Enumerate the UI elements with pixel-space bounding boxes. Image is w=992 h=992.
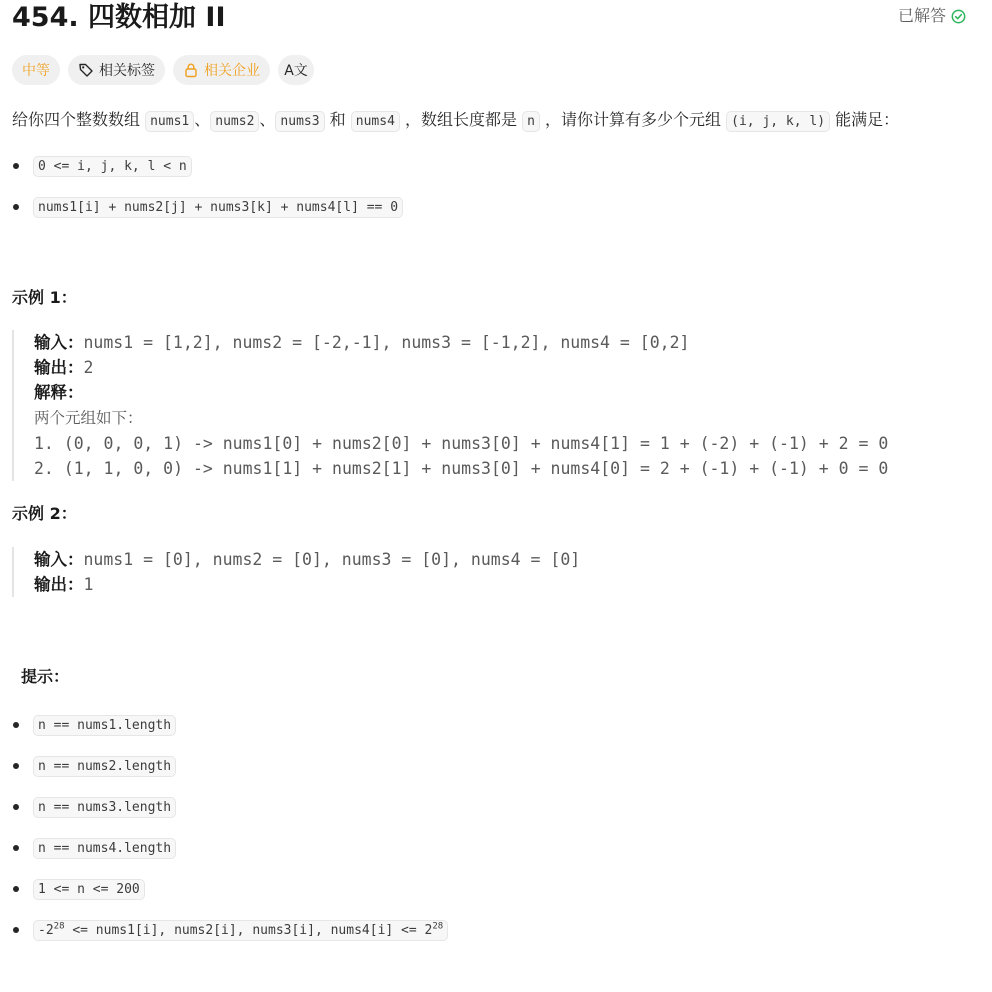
bullet-icon xyxy=(13,804,19,810)
input-label: 输入： xyxy=(34,550,84,569)
statement-text: 、 xyxy=(194,110,211,129)
explain-line: 1. (0, 0, 0, 1) -> nums1[0] + nums2[0] + nums3[0] + nums4[1] = 1 + (-2) + (-1) + 2 = 0 xyxy=(34,434,889,453)
inline-code: nums1 xyxy=(145,111,194,132)
example-1-title: 示例 1： xyxy=(12,288,77,307)
example-1-block xyxy=(12,330,888,481)
output-label: 输出： xyxy=(34,575,84,594)
bullet-icon xyxy=(13,927,19,933)
inline-code: n == nums4.length xyxy=(33,838,176,859)
bullet-icon xyxy=(13,163,19,169)
explain-line-text: 两个元组如下： xyxy=(34,409,143,427)
inline-code: (i, j, k, l) xyxy=(726,111,830,132)
inline-code: 1 <= n <= 200 xyxy=(33,879,145,900)
problem-statement xyxy=(12,106,982,136)
list-item xyxy=(12,153,192,179)
inline-code: n == nums3.length xyxy=(33,797,176,818)
inline-code: n == nums2.length xyxy=(33,756,176,777)
bullet-icon xyxy=(13,845,19,851)
companies-tag-button[interactable] xyxy=(173,55,270,85)
constraint-text: -2 xyxy=(38,922,54,938)
problem-title[interactable]: 454. 四数相加 II xyxy=(12,2,226,33)
explain-line xyxy=(34,405,888,431)
inline-code: n xyxy=(522,111,540,132)
statement-text: 、 xyxy=(259,110,276,129)
list-item xyxy=(12,712,176,738)
exponent: 28 xyxy=(53,921,65,932)
solved-label: 已解答 xyxy=(897,6,946,25)
topics-tag-button[interactable] xyxy=(68,55,165,85)
statement-text: 能满足： xyxy=(835,110,900,129)
inline-code xyxy=(33,920,448,941)
example-2-input xyxy=(34,547,580,572)
constraint-text: <= nums1[i], nums2[i], nums3[i], nums4[i] <= 2 xyxy=(64,922,433,938)
example-2-title: 示例 2： xyxy=(12,504,77,523)
tag-icon xyxy=(78,62,94,78)
list-item xyxy=(12,194,403,220)
list-item xyxy=(12,876,145,902)
input-value: nums1 = [0], nums2 = [0], nums3 = [0], nums4 = [0] xyxy=(83,550,581,569)
bullet-icon xyxy=(13,722,19,728)
input-label: 输入： xyxy=(34,333,84,352)
explain-line: 2. (1, 1, 0, 0) -> nums1[1] + nums2[1] + nums3[0] + nums4[0] = 2 + (-1) + (-1) + 0 = 0 xyxy=(34,459,889,478)
bullet-icon xyxy=(13,763,19,769)
solved-status[interactable] xyxy=(898,6,966,26)
output-label: 输出： xyxy=(34,358,84,377)
example-1-output xyxy=(34,355,888,380)
difficulty-badge: 中等 xyxy=(12,55,60,85)
example-2-block xyxy=(12,547,580,597)
inline-code: n == nums1.length xyxy=(33,715,176,736)
list-item xyxy=(12,835,176,861)
translate-icon: A文 xyxy=(284,63,308,79)
explain-label: 解释： xyxy=(34,383,84,402)
exponent: 28 xyxy=(432,921,444,932)
inline-code: nums4 xyxy=(351,111,400,132)
constraints-title: 提示： xyxy=(21,667,70,686)
translate-button[interactable] xyxy=(278,55,314,85)
output-value: 2 xyxy=(83,358,94,377)
topics-tag-label: 相关标签 xyxy=(99,63,155,79)
output-value: 1 xyxy=(83,575,94,594)
title-row xyxy=(12,0,982,40)
example-1-explain xyxy=(34,380,888,405)
list-item xyxy=(12,753,176,779)
lock-icon xyxy=(183,62,199,78)
statement-text: 和 xyxy=(329,110,346,129)
inline-code: nums2 xyxy=(210,111,259,132)
bullet-icon xyxy=(13,886,19,892)
example-1-input xyxy=(34,330,888,355)
companies-tag-label: 相关企业 xyxy=(204,63,260,79)
statement-text: ，数组长度都是 xyxy=(405,110,518,129)
inline-code: nums1[i] + nums2[j] + nums3[k] + nums4[l] == 0 xyxy=(33,197,403,218)
statement-text: ，请你计算有多少个元组 xyxy=(545,110,722,129)
input-value: nums1 = [1,2], nums2 = [-2,-1], nums3 = [-1,2], nums4 = [0,2] xyxy=(83,333,690,352)
list-item xyxy=(12,794,176,820)
inline-code: nums3 xyxy=(275,111,324,132)
tags-row xyxy=(12,55,314,85)
statement-text: 给你四个整数数组 xyxy=(12,110,141,129)
check-circle-icon xyxy=(951,9,966,24)
example-2-output xyxy=(34,572,580,597)
list-item xyxy=(12,917,448,943)
inline-code: 0 <= i, j, k, l < n xyxy=(33,156,192,177)
bullet-icon xyxy=(13,204,19,210)
